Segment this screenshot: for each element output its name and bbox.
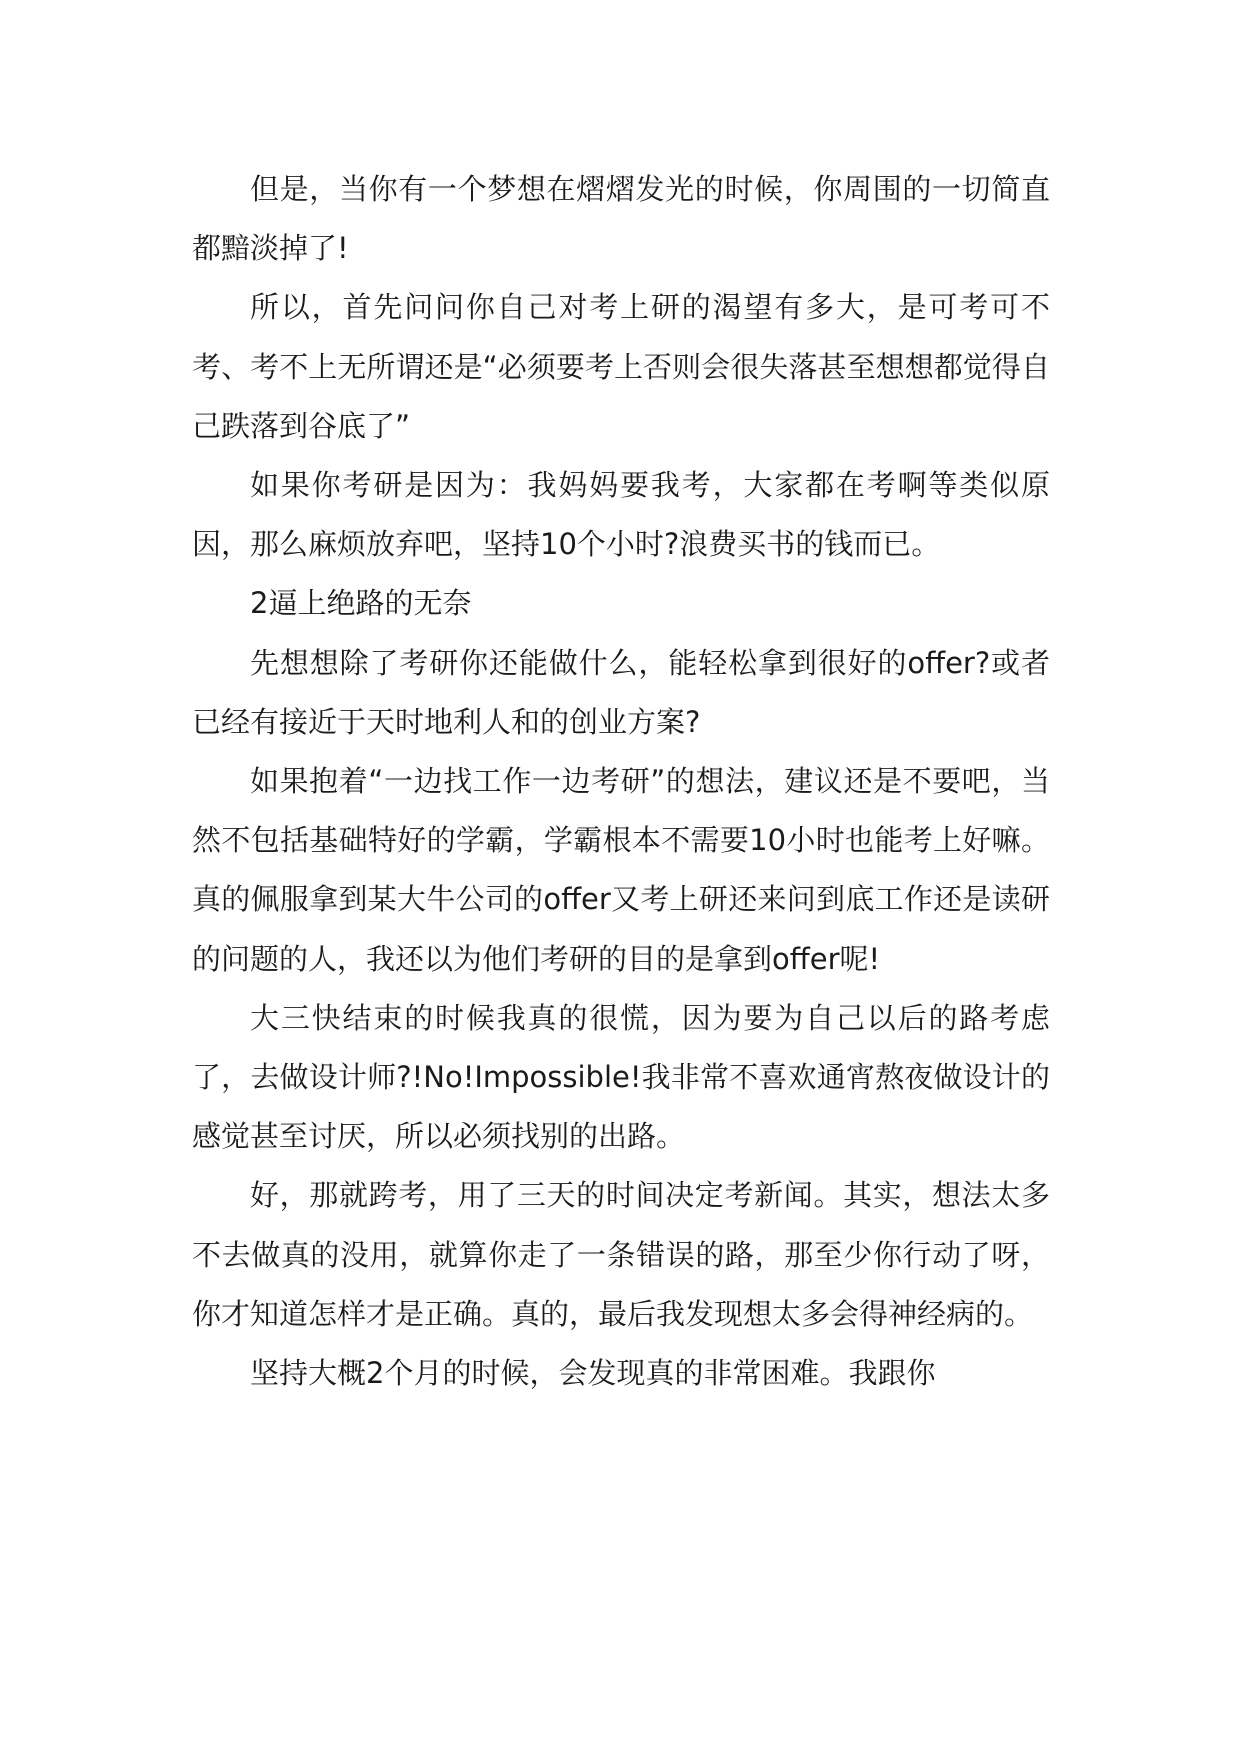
document-body <box>192 160 1050 1403</box>
paragraph: 大三快结束的时候我真的很慌，因为要为自己以后的路考虑了，去做设计师?!No!Impossible!我非常不喜欢通宵熬夜做设计的感觉甚至讨厌，所以必须找别的出路。 <box>192 1000 1050 1154</box>
paragraph: 坚持大概2个月的时候，会发现真的非常困难。我跟你 <box>250 1356 936 1391</box>
paragraph: 如果你考研是因为：我妈妈要我考，大家都在考啊等类似原因，那么麻烦放弃吧，坚持10个小时?浪费买书的钱而已。 <box>192 468 1050 562</box>
paragraph: 但是，当你有一个梦想在熠熠发光的时候，你周围的一切简直都黯淡掉了! <box>192 172 1050 266</box>
paragraph: 所以，首先问问你自己对考上研的渴望有多大，是可考可不考、考不上无所谓还是“必须要考上否则会很失落甚至想想都觉得自己跌落到谷底了” <box>192 290 1050 443</box>
paragraph: 如果抱着“一边找工作一边考研”的想法，建议还是不要吧，当然不包括基础特好的学霸，学霸根本不需要10小时也能考上好嘛。真的佩服拿到某大牛公司的offer又考上研还来问到底工作还是读研的问题的人，我还以为他们考研的目的是拿到offer呢! <box>192 764 1050 976</box>
paragraph: 先想想除了考研你还能做什么，能轻松拿到很好的offer?或者已经有接近于天时地利人和的创业方案? <box>192 645 1050 739</box>
paragraph: 好，那就跨考，用了三天的时间决定考新闻。其实，想法太多不去做真的没用，就算你走了一条错误的路，那至少你行动了呀，你才知道怎样才是正确。真的，最后我发现想太多会得神经病的。 <box>192 1178 1050 1331</box>
section-heading: 2逼上绝路的无奈 <box>250 586 472 621</box>
